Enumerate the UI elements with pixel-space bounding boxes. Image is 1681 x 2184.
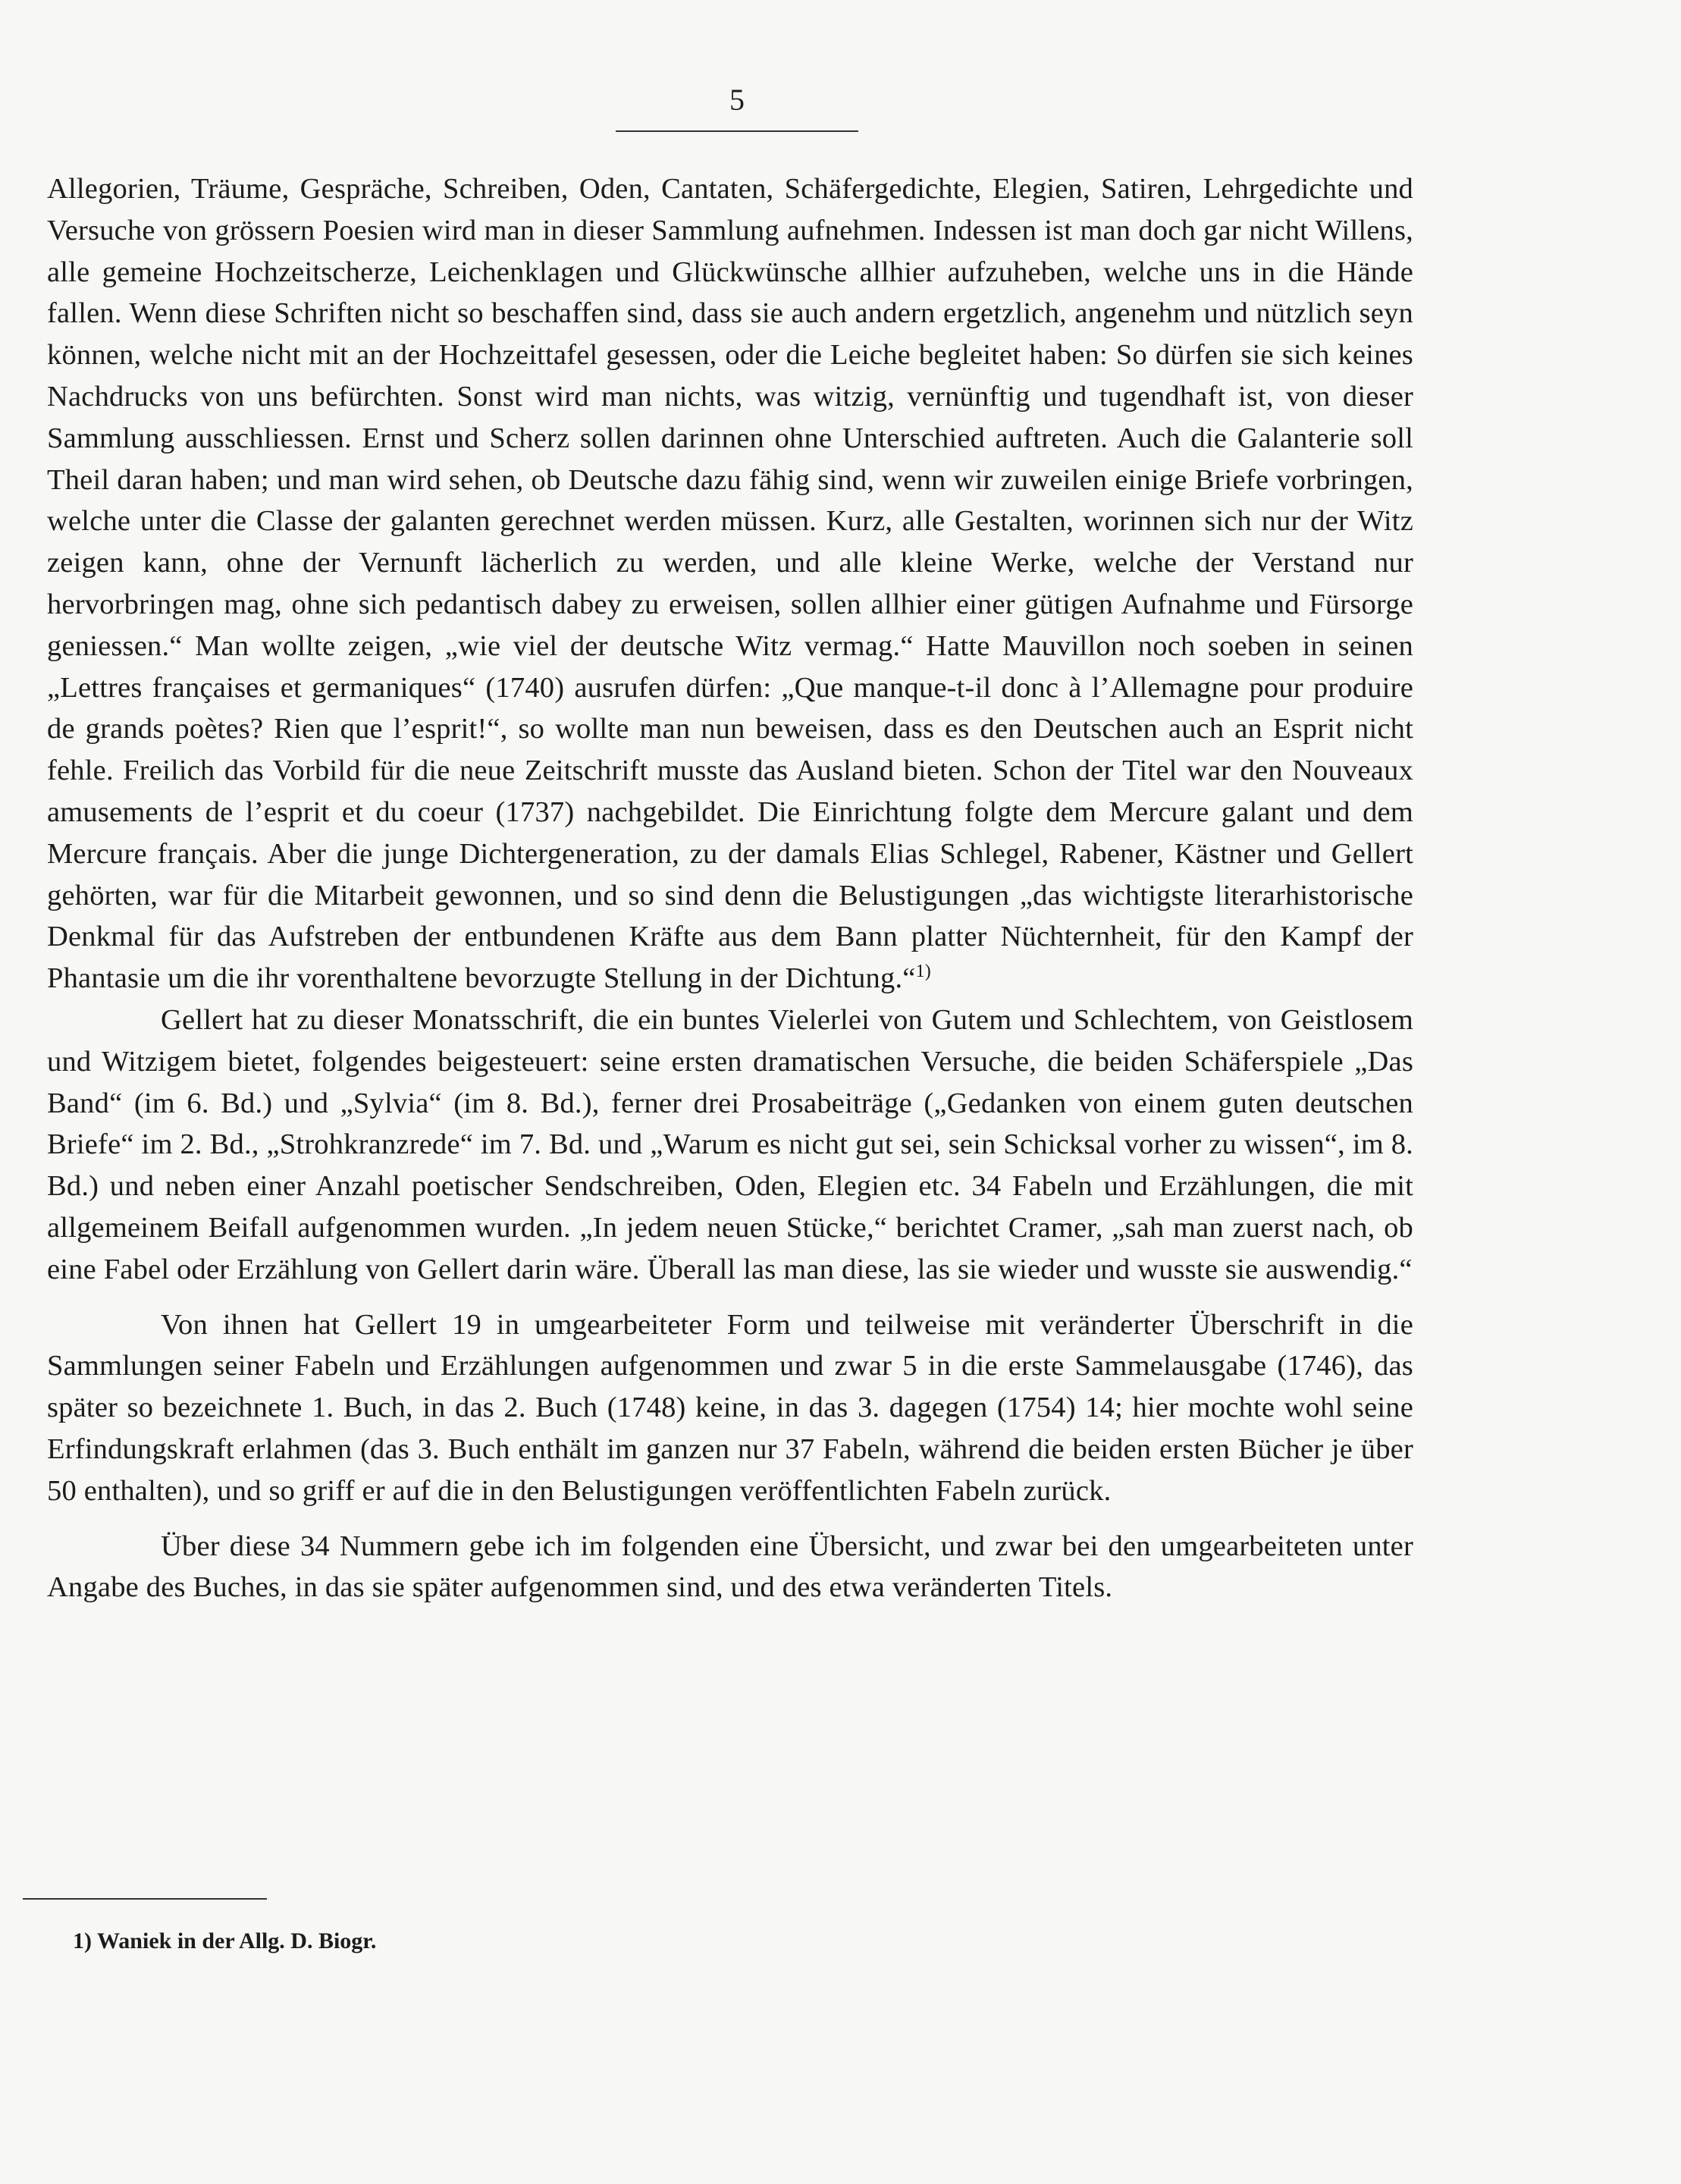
paragraph-quote-continuation — [47, 168, 1413, 999]
paragraph-gellert-contributions: Gellert hat zu dieser Monatsschrift, die ein buntes Vielerlei von Gutem und Schlechtem, von Geistlosem und Witzigem bietet, folgendes beigesteuert: seine ersten dramatischen Versuche, die beiden Schäferspiele „Das Band“ (im 6. Bd.) und „Sylvia“ (im 8. Bd.), ferner drei Prosabeiträge („Gedanken von einem guten deutschen Briefe“ im 2. Bd., „Strohkranzrede“ im 7. Bd. und „Warum es nicht gut sei, sein Schicksal vorher zu wissen“, im 8. Bd.) und neben einer Anzahl poetischer Sendschreiben, Oden, Elegien etc. 34 Fabeln und Erzählungen, die mit allgemeinem Beifall aufgenommen wurden. „In jedem neuen Stücke,“ berichtet Cramer, „sah man zuerst nach, ob eine Fabel oder Erzählung von Gellert darin wäre. Überall las man diese, las sie wieder und wusste sie auswendig.“ — [47, 1003, 1413, 1285]
footnote: 1) Waniek in der Allg. D. Biogr. — [73, 1928, 377, 1953]
paragraph-text: Allegorien, Träume, Gespräche, Schreiben, Oden, Cantaten, Schäfergedichte, Elegien, Satiren, Lehrgedichte und Versuche von grössern Poesien wird man in dieser Sammlung aufnehmen. Indessen ist man doch gar nicht Willens, alle gemeine Hochzeitscherze, Leichenklagen und Glückwünsche allhier aufzuheben, welche uns in die Hände fallen. Wenn diese Schriften nicht so beschaffen sind, dass sie auch andern ergetzlich, angenehm und nützlich seyn können, welche nicht mit an der Hochzeittafel gesessen, oder die Leiche begleitet haben: So dürfen sie sich keines Nachdrucks von uns befürchten. Sonst wird man nichts, was witzig, vernünftig und tugendhaft ist, von dieser Sammlung ausschliessen. Ernst und Scherz sollen darinnen ohne Unterschied auftreten. Auch die Galanterie soll Theil daran haben; und man wird sehen, ob Deutsche dazu fähig sind, wenn wir zuweilen einige Briefe vorbringen, welche unter die Classe der galanten gerechnet werden müssen. Kurz, alle Gestalten, worinnen sich nur der Witz zeigen kann, ohne der Vernunft lächerlich zu werden, und alle kleine Werke, welche der Verstand nur hervorbringen mag, ohne sich pedantisch dabey zu erweisen, sollen allhier einer gütigen Aufnahme und Fürsorge geniessen.“ Man wollte zeigen, „wie viel der deutsche Witz vermag.“ Hatte Mauvillon noch soeben in seinen „Lettres françaises et germaniques“ (1740) ausrufen dürfen: „Que manque-t-il donc à l’Allemagne pour produire de grands poètes? Rien que l’esprit!“, so wollte man nun beweisen, dass es den Deutschen auch an Esprit nicht fehle. Freilich das Vorbild für die neue Zeitschrift musste das Ausland bieten. Schon der Titel war den Nouveaux amusements de l’esprit et du coeur (1737) nachgebildet. Die Einrichtung folgte dem Mercure galant und dem Mercure français. Aber die junge Dichtergeneration, zu der damals Elias Schlegel, Rabener, Kästner und Gellert gehörten, war für die Mitarbeit gewonnen, und so sind denn die Belustigungen „das wichtigste literarhistorische Denkmal für das Aufstreben der entbundenen Kräfte aus dem Bann platter Nüchternheit, für den Kampf der Phantasie um die ihr vorenthaltene bevorzugte Stellung in der Dichtung.“ — [47, 173, 1413, 995]
footnote-reference: 1) — [915, 962, 931, 982]
paragraph-overview-intro: Über diese 34 Nummern gebe ich im folgenden eine Übersicht, und zwar bei den umgearbeiteten unter Angabe des Buches, in das sie später aufgenommen sind, und des etwa veränderten Titels. — [47, 1530, 1413, 1604]
paragraph-revised-fables: Von ihnen hat Gellert 19 in umgearbeiteter Form und teilweise mit veränderter Überschrift in die Sammlungen seiner Fabeln und Erzählungen aufgenommen und zwar 5 in die erste Sammelausgabe (1746), das später so bezeichnete 1. Buch, in das 2. Buch (1748) keine, in das 3. dagegen (1754) 14; hier mochte wohl seine Erfindungskraft erlahmen (das 3. Buch enthält im ganzen nur 37 Fabeln, während die beiden ersten Bücher je über 50 enthalten), und so griff er auf die in den Belustigungen veröffentlichten Fabeln zurück. — [47, 1308, 1413, 1507]
body-text — [47, 168, 1413, 1608]
header-rule — [616, 130, 858, 132]
footnote-rule — [23, 1898, 267, 1900]
page-number: 5 — [729, 83, 745, 117]
